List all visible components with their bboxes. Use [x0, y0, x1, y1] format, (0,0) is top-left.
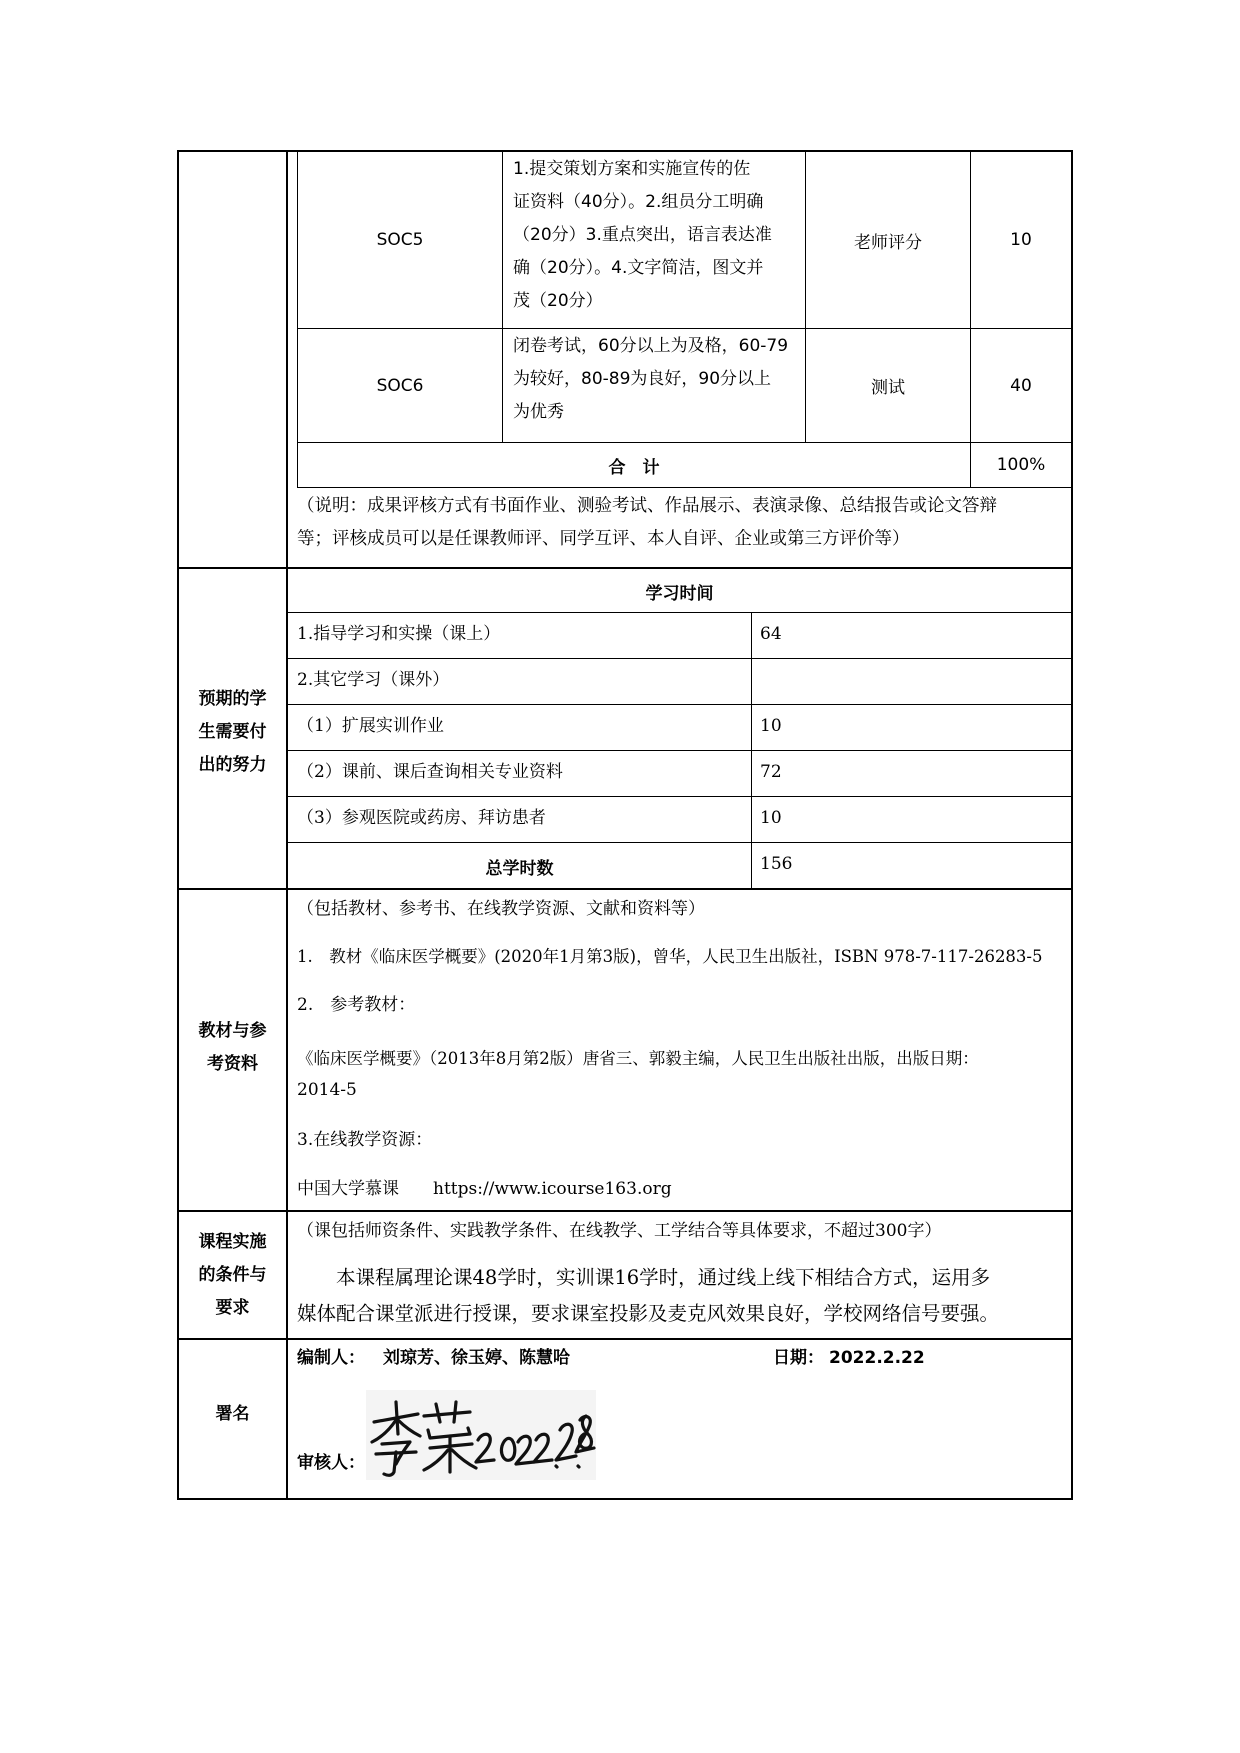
assessment-note-line-1: （说明：成果评核方式有书面作业、测验考试、作品展示、表演录像、总结报告或论文答辩	[297, 496, 997, 516]
editor-label: 编制人：	[297, 1348, 365, 1368]
date-label: 日期：	[773, 1348, 824, 1368]
row-criteria-soc5-line-4: 确（20分）。4.文字简洁，图文并	[513, 258, 764, 278]
materials-line-4: 《临床医学概要》（2013年8月第2版）唐省三、郭毅主编，人民卫生出版社出版，出版日期：	[297, 1049, 979, 1068]
effort-row-2-label: 2.其它学习（课外）	[297, 670, 450, 690]
materials-line-5: 2014-5	[297, 1080, 357, 1100]
handwritten-signature	[366, 1390, 596, 1480]
effort-row-5-value: 10	[760, 808, 782, 828]
effort-line-5	[288, 796, 1071, 797]
effort-row-5-label: （3）参观医院或药房、拜访患者	[297, 808, 546, 828]
effort-row-3-value: 10	[760, 716, 782, 736]
effort-label-line-2: 生需要付	[198, 722, 267, 742]
label-column-divider	[286, 150, 288, 1500]
effort-line-1	[288, 612, 1071, 613]
assessment-total-value: 100%	[996, 455, 1046, 475]
row-weight-soc5: 10	[1010, 230, 1032, 250]
conditions-label-line-1: 课程实施	[198, 1232, 267, 1252]
assessment-total-label: 合 计	[608, 457, 660, 478]
materials-line-2: 1. 教材《临床医学概要》(2020年1月第3版)，曾华，人民卫生出版社，ISBN 978-7-117-26283-5	[297, 947, 1043, 966]
effort-row-4-value: 72	[760, 762, 782, 782]
row-criteria-soc5-line-1: 1.提交策划方案和实施宣传的佐	[513, 159, 751, 179]
row-method-soc5: 老师评分	[854, 232, 922, 253]
assessment-note-line-2: 等；评核成员可以是任课教师评、同学互评、本人自评、企业或第三方评价等）	[297, 529, 910, 549]
sub-divider-code	[502, 150, 503, 442]
table-border-bottom	[177, 1498, 1073, 1500]
conditions-body-line-1: 本课程属理论课48学时，实训课16学时，通过线上线下相结合方式，运用多	[297, 1266, 991, 1289]
conditions-label-line-2: 的条件与	[198, 1265, 267, 1285]
conditions-body-line-2: 媒体配合课堂派进行授课，要求课室投影及麦克风效果良好，学校网络信号要强。	[297, 1302, 1000, 1325]
materials-line-6: 3.在线教学资源：	[297, 1130, 433, 1150]
row-method-soc6: 测试	[871, 378, 905, 398]
effort-line-2	[288, 658, 1071, 659]
signature-label: 署名	[215, 1404, 250, 1424]
table-border-right	[1071, 150, 1073, 1500]
row-weight-soc6: 40	[1010, 375, 1032, 396]
materials-line-3: 2. 参考教材：	[297, 995, 416, 1015]
row-code-soc5: SOC5	[376, 230, 424, 250]
materials-line-7: 中国大学慕课 https://www.icourse163.org	[297, 1179, 672, 1199]
materials-line-1: （包括教材、参考书、在线教学资源、文献和资料等）	[297, 899, 705, 919]
effort-total-label: 总学时数	[485, 858, 554, 879]
row-criteria-soc6-line-2: 为较好，80-89为良好，90分以上	[513, 369, 772, 389]
effort-row-1-label: 1.指导学习和实操（课上）	[297, 624, 501, 644]
row-criteria-soc5-line-2: 证资料（40分）。2.组员分工明确	[513, 192, 764, 212]
section-divider-effort	[177, 888, 1073, 890]
effort-line-3	[288, 704, 1071, 705]
row-code-soc6: SOC6	[376, 375, 424, 396]
date-value: 2022.2.22	[829, 1348, 925, 1368]
row-criteria-soc5-line-3: （20分）3.重点突出，语言表达准	[513, 225, 772, 245]
row-criteria-soc6-line-1: 闭卷考试，60分以上为及格，60-79	[513, 336, 789, 356]
conditions-hint: （课包括师资条件、实践教学条件、在线教学、工学结合等具体要求，不超过300字）	[297, 1221, 942, 1241]
section-divider-materials	[177, 1210, 1073, 1212]
effort-label-line-3: 出的努力	[198, 755, 267, 775]
reviewer-label: 审核人：	[297, 1453, 365, 1473]
effort-row-4-label: （2）课前、课后查询相关专业资料	[297, 762, 563, 782]
effort-row-3-label: （1）扩展实训作业	[297, 716, 444, 736]
sub-row-line-3	[297, 487, 1071, 488]
editor-names: 刘琼芳、徐玉婷、陈慧哈	[383, 1348, 570, 1368]
materials-label-line-2: 考资料	[207, 1054, 258, 1074]
effort-value-divider	[751, 612, 752, 889]
effort-label-line-1: 预期的学	[198, 689, 267, 709]
conditions-label-line-3: 要求	[215, 1298, 250, 1318]
effort-line-4	[288, 750, 1071, 751]
row-criteria-soc6-line-3: 为优秀	[513, 402, 564, 422]
section-divider-conditions	[177, 1338, 1073, 1340]
effort-header: 学习时间	[645, 583, 714, 604]
materials-label-line-1: 教材与参	[198, 1021, 267, 1041]
effort-row-1-value: 64	[760, 624, 782, 644]
effort-total-value: 156	[760, 854, 793, 874]
row-criteria-soc5-line-5: 茂（20分）	[513, 291, 603, 311]
